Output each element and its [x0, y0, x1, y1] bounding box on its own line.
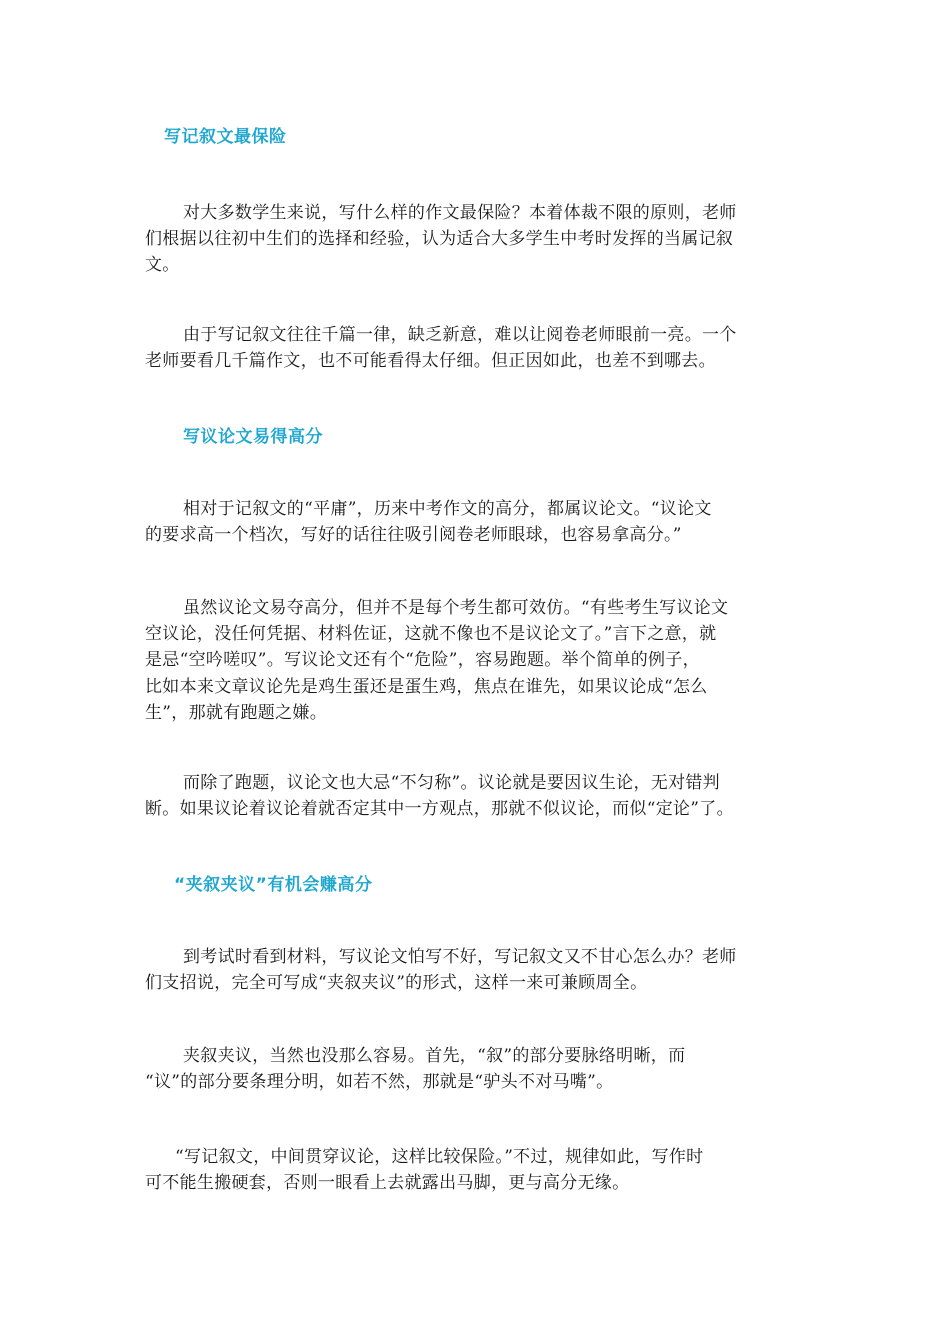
- text-line: 空议论，没任何凭据、材料佐证，这就不像也不是议论文了。”言下之意，就: [145, 624, 717, 645]
- paragraph: [145, 944, 813, 996]
- text-line: 们支招说，完全可写成“夹叙夹议”的形式，这样一来可兼顾周全。: [145, 973, 648, 994]
- text-line: 的要求高一个档次，写好的话往往吸引阅卷老师眼球，也容易拿高分。”: [145, 525, 682, 546]
- text-line: 断。如果议论着议论着就否定其中一方观点，那就不似议论，而似“定论”了。: [145, 799, 734, 820]
- text-line: 生”，那就有跑题之嫌。: [145, 702, 327, 723]
- section-heading: 写议论文易得高分: [183, 427, 323, 447]
- paragraph: [145, 200, 813, 279]
- text-line: 到考试时看到材料，写议论文怕写不好，写记叙文又不甘心怎么办？老师: [183, 947, 737, 967]
- text-line: 虽然议论文易夺高分，但并不是每个考生都可效仿。“有些考生写议论文: [183, 598, 729, 618]
- text-line: 可不能生搬硬套，否则一眼看上去就露出马脚，更与高分无缘。: [145, 1173, 630, 1194]
- paragraph: [145, 322, 813, 374]
- text-line: 文。: [145, 255, 180, 276]
- section-heading: 写记叙文最保险: [164, 127, 287, 147]
- text-line: 是忌“空吟嗟叹”。写议论文还有个“危险”，容易跑题。举个简单的例子，: [145, 650, 700, 671]
- paragraph: [145, 1043, 813, 1095]
- text-line: 相对于记叙文的“平庸”，历来中考作文的高分，都属议论文。“议论文: [183, 499, 712, 519]
- text-line: 而除了跑题，议论文也大忌“不匀称”。议论就是要因议生论，无对错判: [183, 773, 720, 793]
- paragraph: [145, 1144, 813, 1196]
- paragraph: [145, 770, 813, 822]
- text-line: 老师要看几千篇作文，也不可能看得太仔细。但正因如此，也差不到哪去。: [145, 351, 716, 372]
- text-line: “议”的部分要条理分明，如若不然，那就是“驴头不对马嘴”。: [145, 1072, 614, 1093]
- paragraph: [145, 595, 813, 726]
- text-line: 比如本来文章议论先是鸡生蛋还是蛋生鸡，焦点在谁先，如果议论成“怎么: [145, 676, 708, 697]
- text-line: “写记叙文，中间贯穿议论，这样比较保险。”不过，规律如此，写作时: [175, 1147, 704, 1167]
- text-line: 们根据以往初中生们的选择和经验，认为适合大多学生中考时发挥的当属记叙: [145, 229, 734, 250]
- text-line: 夹叙夹议，当然也没那么容易。首先，“叙”的部分要脉络明晰，而: [183, 1046, 686, 1066]
- text-line: 由于写记叙文往往千篇一律，缺乏新意，难以让阅卷老师眼前一亮。一个: [183, 325, 737, 345]
- text-line: 对大多数学生来说，写什么样的作文最保险？本着体裁不限的原则，老师: [183, 203, 737, 223]
- section-heading: “夹叙夹议”有机会赚高分: [174, 875, 373, 895]
- paragraph: [145, 496, 813, 548]
